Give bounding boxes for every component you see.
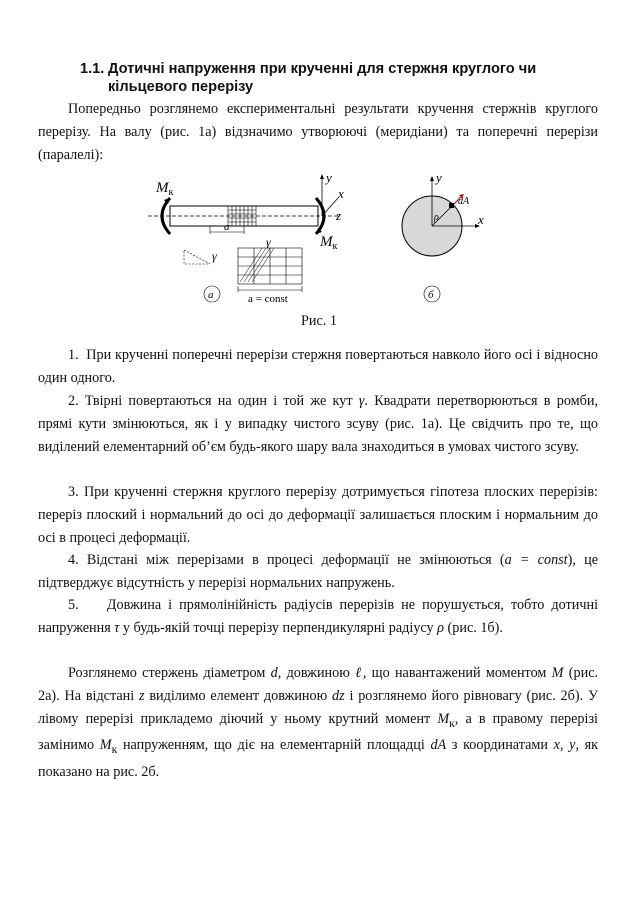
observation-3: 3. При крученні стержня круглого перерізу дотримується гіпотеза плоских перерізів: переріз плоский і нормальний до осі до деформації залишається плоским і нормальним до осі в процесі деформації.: [38, 484, 599, 546]
figure-1: [140, 168, 500, 306]
rho-label: ρ: [434, 212, 439, 223]
section-number: 1.1.: [80, 61, 105, 77]
figure-label-a: а: [208, 289, 214, 301]
axis-x-label-a: x: [338, 186, 344, 201]
figure-label-b: б: [428, 289, 434, 301]
cross-section-diagram: [402, 176, 480, 302]
axis-y-label-b: y: [436, 170, 442, 185]
dA-label: dA: [458, 196, 470, 207]
closing-paragraph: Розглянемо стержень діаметром d, довжиною ℓ, що навантажений моментом M (рис. 2а). На відстані z виділимо елемент довжиною dz і розглянемо його рівновагу (рис. 2б). У лівому перерізі прикладемо діючий у ньому крутний момент $M_к$, а в правому перерізі замінимо $M_к$ напруженням, що діє на елементарній площадці dA з координатами x, y, як показано на рис. 2б.: [38, 665, 599, 780]
axis-z-label: z: [336, 208, 342, 223]
observation-2: 2. Твірні повертаються на один і той же кут γ. Квадрати перетворюються в ромби, прямі кути змінюються, як і у випадку чистого зсуву (рис. 1а). Це свідчить про те, що виділений елементарний об’єм будь-якого шару вала знаходиться в умовах чистого зсуву.: [38, 393, 599, 455]
gamma-label-left: γ: [212, 249, 217, 263]
intro-text: Попередньо розглянемо експериментальні результати кручення стержнів круглого перерізу. На валу (рис. 1а) відзначимо утворюючі (меридіани) та поперечні перерізи (паралелі):: [38, 101, 598, 163]
figure-caption: Рис. 1: [301, 313, 337, 329]
observation-5: 5. Довжина і прямолінійність радіусів перерізів не порушується, тобто дотичні напруження τ у будь-якій точці перерізу перпендикулярні радіусу ρ (рис. 1б).: [38, 597, 599, 636]
axis-x-label-b: x: [478, 212, 484, 227]
observation-4: 4. Відстані між перерізами в процесі деформації не змінюються (a = const), це підтверджує відсутність у перерізі нормальних напружень.: [38, 552, 599, 591]
axis-y-label-a: y: [326, 170, 332, 185]
const-label: a = const: [248, 293, 288, 305]
gamma-label-grid: γ: [266, 235, 271, 249]
section-title: Дотичні напруження при крученні для стержня круглого чи кільцевого перерізу: [108, 61, 537, 95]
intro-paragraph: [38, 98, 598, 166]
moment-label-right: $M_к$: [320, 234, 338, 252]
observation-1: 1. При крученні поперечні перерізи стержня повертаються навколо його осі і відносно один одного.: [38, 347, 599, 386]
section-heading: [80, 60, 600, 96]
shaft-diagram: [148, 174, 340, 302]
length-a-label: a: [224, 221, 230, 233]
moment-label-left: $M_к$: [156, 180, 174, 198]
